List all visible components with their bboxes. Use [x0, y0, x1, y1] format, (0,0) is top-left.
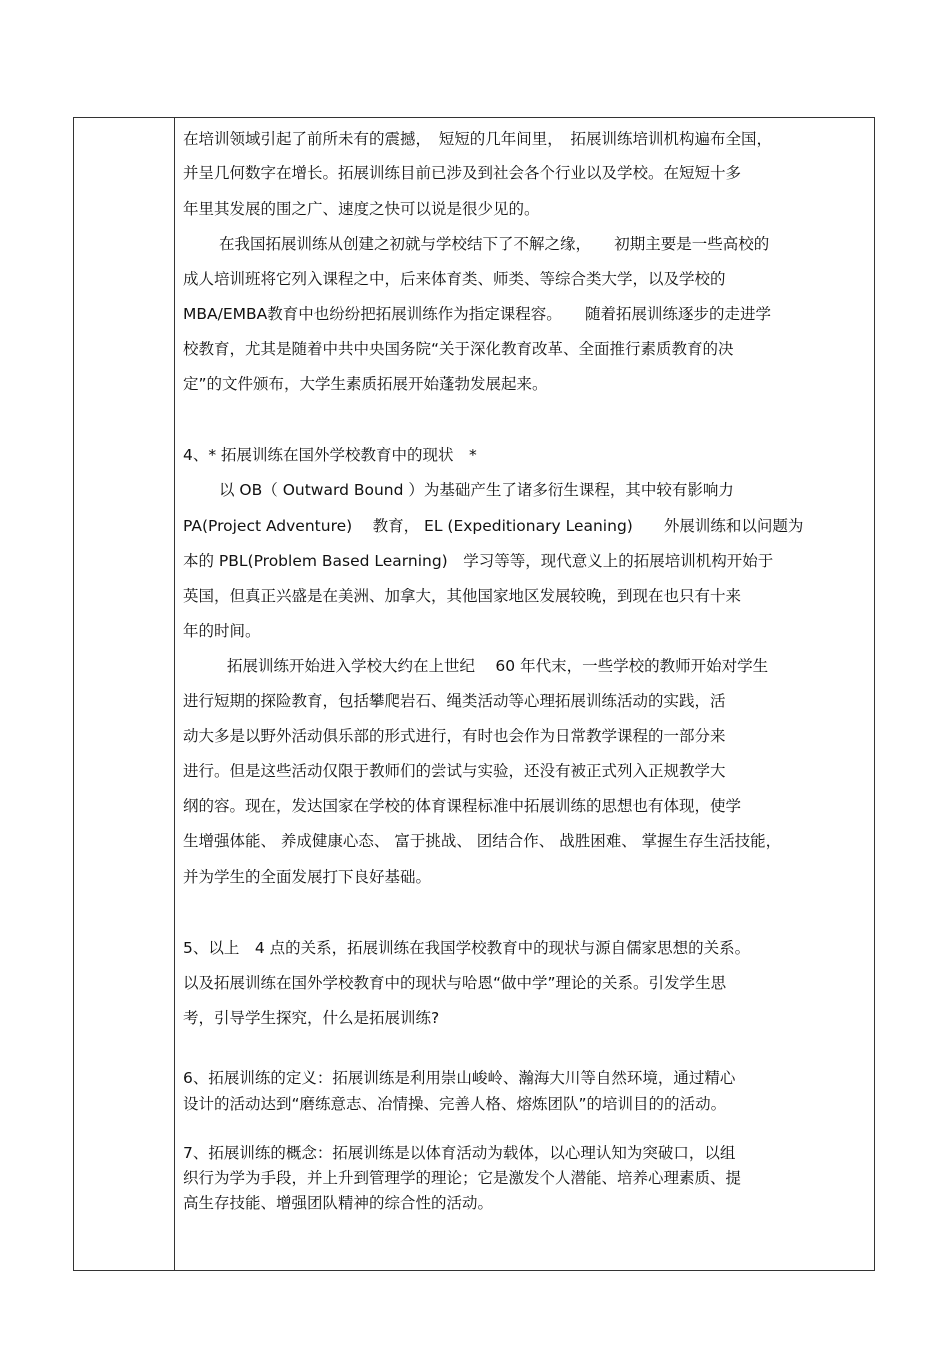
text-line: 以及拓展训练在国外学校教育中的现状与哈恩“做中学”理论的关系。引发学生思 — [183, 974, 727, 992]
text-line: 生增强体能、 养成健康心态、 富于挑战、 团结合作、 战胜困难、 掌握生存生活技能， — [183, 832, 782, 850]
section-heading: 5、以上 4 点的关系，拓展训练在我国学校教育中的现状与源自儒家思想的关系。 — [183, 939, 751, 957]
text-line: 并为学生的全面发展打下良好基础。 — [183, 868, 432, 886]
table-left-column — [74, 118, 175, 1270]
text-line: 年里其发展的围之广、速度之快可以说是很少见的。 — [183, 200, 540, 218]
text-line: 以 OB（ Outward Bound ）为基础产生了诸多衍生课程，其中较有影响力 — [219, 481, 734, 499]
text-line: 校教育，尤其是随着中共中央国务院“关于深化教育改革、全面推行素质教育的决 — [183, 340, 734, 358]
text-line: 成人培训班将它列入课程之中，后来体育类、师类、等综合类大学，以及学校的 — [183, 270, 726, 288]
section-heading: 4、* 拓展训练在国外学校教育中的现状 * — [183, 446, 477, 464]
section-heading: 7、拓展训练的概念：拓展训练是以体育活动为载体，以心理认知为突破口，以组 — [183, 1144, 736, 1162]
text-line: PA(Project Adventure) 教育， EL (Expeditionary Leaning) 外展训练和以问题为 — [183, 517, 804, 535]
text-line: 并呈几何数字在增长。拓展训练目前已涉及到社会各个行业以及学校。在短短十多 — [183, 164, 742, 182]
text-line: 定”的文件颁布，大学生素质拓展开始蓬勃发展起来。 — [183, 375, 548, 393]
text-line: 进行短期的探险教育，包括攀爬岩石、绳类活动等心理拓展训练活动的实践，活 — [183, 692, 726, 710]
text-line: 年的时间。 — [183, 622, 261, 640]
text-line: MBA/EMBA教育中也纷纷把拓展训练作为指定课程容。 随着拓展训练逐步的走进学 — [183, 305, 771, 323]
section-heading: 6、拓展训练的定义：拓展训练是利用崇山峻岭、瀚海大川等自然环境，通过精心 — [183, 1069, 736, 1087]
text-line: 高生存技能、增强团队精神的综合性的活动。 — [183, 1194, 494, 1212]
text-line: 纲的容。现在，发达国家在学校的体育课程标准中拓展训练的思想也有体现，使学 — [183, 797, 742, 815]
text-line: 动大多是以野外活动俱乐部的形式进行，有时也会作为日常教学课程的一部分来 — [183, 727, 726, 745]
text-line: 考，引导学生探究，什么是拓展训练? — [183, 1009, 440, 1027]
text-line: 本的 PBL(Problem Based Learning) 学习等等，现代意义上的拓展培训机构开始于 — [183, 552, 774, 570]
text-line: 进行。但是这些活动仅限于教师们的尝试与实验，还没有被正式列入正规教学大 — [183, 762, 726, 780]
document-table — [73, 117, 875, 1271]
text-line: 在培训领域引起了前所未有的震撼， 短短的几年间里， 拓展训练培训机构遍布全国， — [183, 130, 773, 148]
text-line: 英国，但真正兴盛是在美洲、加拿大，其他国家地区发展较晚，到现在也只有十来 — [183, 587, 742, 605]
text-line: 在我国拓展训练从创建之初就与学校结下了不解之缘， 初期主要是一些高校的 — [219, 235, 770, 253]
text-line: 设计的活动达到“磨练意志、冶情操、完善人格、熔炼团队”的培训目的的活动。 — [183, 1095, 727, 1113]
text-line: 拓展训练开始进入学校大约在上世纪 60 年代末，一些学校的教师开始对学生 — [227, 657, 769, 675]
text-line: 织行为学为手段，并上升到管理学的理论；它是激发个人潜能、培养心理素质、提 — [183, 1169, 742, 1187]
